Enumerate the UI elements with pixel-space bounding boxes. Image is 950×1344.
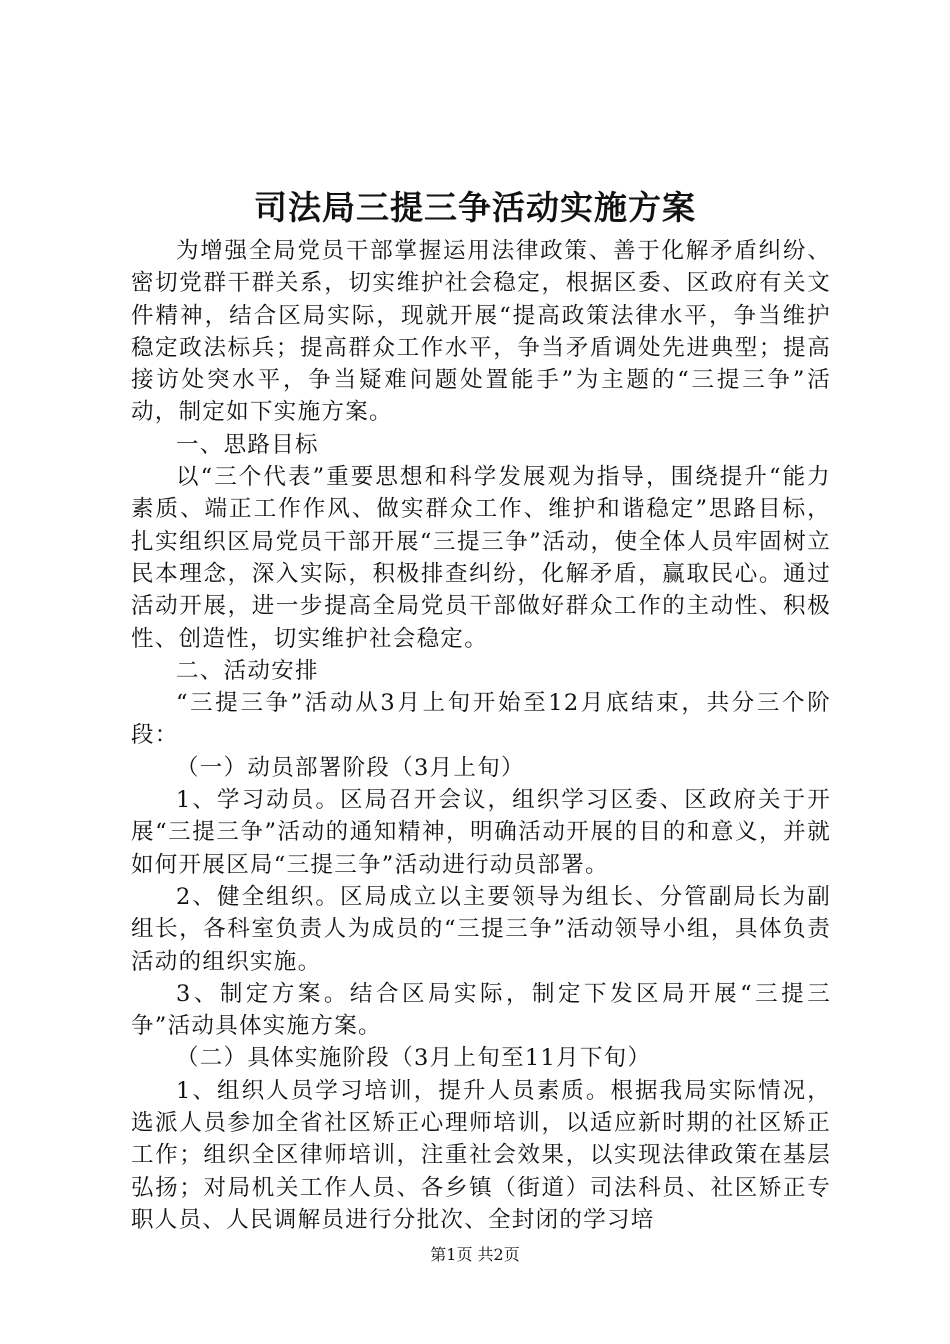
subsection-heading-mobilization: （一）动员部署阶段（3月上旬） [176,754,525,781]
paragraph-schedule: “三提三争”活动从3月上旬开始至12月底结束，共分三个阶段： [131,690,831,749]
document-body [131,235,831,1236]
paragraph-item-organization: 2、健全组织。区局成立以主要领导为组长、分管副局长为副组长，各科室负责人为成员的“三提三争”活动领导小组，具体负责活动的组织实施。 [131,883,831,975]
paragraph-item-plan: 3、制定方案。结合区局实际，制定下发区局开展“三提三争”活动具体实施方案。 [131,980,831,1040]
paragraph-goals: 以“三个代表”重要思想和科学发展观为指导，围绕提升“能力素质、端正工作作风、做实群众工作、维护和谐稳定”思路目标，扎实组织区局党员干部开展“三提三争”活动，使全体人员牢固树立民本理念，深入实际，积极排查纠纷，化解矛盾，赢取民心。通过活动开展，进一步提高全局党员干部做好群众工作的主动性、积极性、创造性，切实维护社会稳定。 [131,464,831,652]
paragraph-item-training: 1、组织人员学习培训，提升人员素质。根据我局实际情况，选派人员参加全省社区矫正心理师培训，以适应新时期的社区矫正工作；组织全区律师培训，注重社会效果，以实现法律政策在基层弘扬；对局机关工作人员、各乡镇（街道）司法科员、社区矫正专职人员、人民调解员进行分批次、全封闭的学习培 [131,1077,831,1233]
section-heading-goals: 一、思路目标 [176,431,319,458]
document-title: 司法局三提三争活动实施方案 [254,188,696,227]
paragraph-intro: 为增强全局党员干部掌握运用法律政策、善于化解矛盾纠纷、密切党群干群关系，切实维护社会稳定，根据区委、区政府有关文件精神，结合区局实际，现就开展“提高政策法律水平，争当维护稳定政法标兵；提高群众工作水平，争当矛盾调处先进典型；提高接访处突水平，争当疑难问题处置能手”为主题的“三提三争”活动，制定如下实施方案。 [131,238,831,426]
paragraph-item-study: 1、学习动员。区局召开会议，组织学习区委、区政府关于开展“三提三争”活动的通知精神，明确活动开展的目的和意义，并就如何开展区局“三提三争”活动进行动员部署。 [131,787,831,878]
section-heading-arrangement: 二、活动安排 [176,657,319,684]
page-number-footer: 第1页 共2页 [430,1245,520,1264]
subsection-heading-implementation: （二）具体实施阶段（3月上旬至11月下旬） [176,1045,652,1072]
